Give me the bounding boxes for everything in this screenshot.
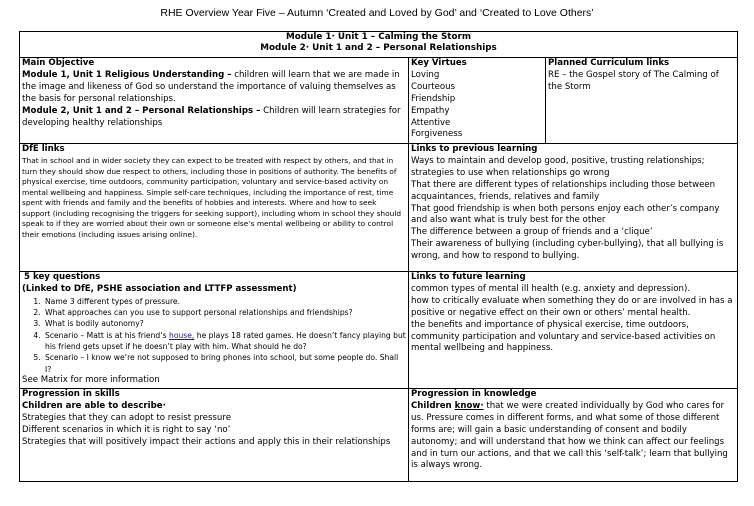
overview-table [19, 31, 738, 482]
questions-row [20, 272, 738, 389]
objective-module-1-label: Module 1, Unit 1 Religious Understanding – [22, 69, 232, 80]
question-item: 2. What approaches can you use to support personal relationships and friendships? [43, 307, 406, 318]
question-item: 1. Name 3 different types of pressure. [43, 296, 406, 307]
curriculum-links-text: RE – the Gospel story of The Calming of the Storm [548, 69, 719, 92]
key-questions-subheading: (Linked to DfE, PSHE association and LTTFP assessment) [22, 283, 297, 294]
module-header-cell [20, 32, 738, 58]
module-header-row [20, 32, 738, 58]
objective-module-1 [22, 70, 406, 106]
virtue-item: Friendship [411, 93, 456, 104]
curriculum-links-cell [546, 58, 738, 144]
virtue-item: Courteous [411, 81, 456, 92]
objective-row [20, 58, 738, 144]
key-questions-heading: 5 key questions [24, 272, 101, 282]
previous-learning-item: That good friendship is when both persons enjoy each other’s company and also want what is truly best for the other [411, 203, 720, 226]
previous-learning-item: The difference between a group of friends and a ‘clique’ [411, 227, 653, 238]
previous-learning-item: Ways to maintain and develop good, positive, trusting relationships; strategies to use when relationships go wrong [411, 155, 705, 178]
question-4-text-a: Scenario – Matt is at his friend’s [45, 330, 170, 340]
dfe-links-heading: DfE links [22, 144, 65, 154]
main-objective-cell [20, 58, 409, 144]
objective-module-2-label: Module 2, Unit 1 and 2 – Personal Relationships – [22, 105, 261, 116]
previous-learning-cell [409, 144, 738, 272]
progression-skills-cell [20, 389, 409, 482]
progression-row [20, 389, 738, 482]
question-4-text-b: he plays 18 rated games. He doesn’t fancy playing but his friend gets upset if he doesn’t play with him. What should he do? [45, 330, 406, 351]
question-item [43, 330, 406, 353]
knowledge-lead: Children [411, 400, 455, 411]
question-item: 3. What is bodily autonomy? [43, 318, 406, 329]
key-questions-cell [20, 272, 409, 389]
objective-module-1-text: children will learn that we are made in the image and likeness of God so understand the importance of valuing themselves as the basis for personal relationships. [22, 69, 400, 104]
curriculum-links-heading: Planned Curriculum links [548, 58, 670, 68]
question-item: 5. Scenario – I know we’re not supposed to bring phones into school, but some people do. Shall I? [43, 352, 406, 375]
virtue-item: Attentive [411, 117, 451, 128]
future-learning-item: how to critically evaluate when something they do or are involved in has a positive or negative effect on their own or others’ mental health. [411, 295, 733, 318]
module-1-title: Module 1· Unit 1 – Calming the Storm [285, 32, 472, 42]
key-virtues-heading: Key Virtues [411, 58, 467, 68]
progression-knowledge-heading: Progression in knowledge [411, 389, 537, 399]
future-learning-item: common types of mental ill health (e.g. anxiety and depression). [411, 283, 691, 294]
virtue-item: Loving [411, 69, 440, 80]
dfe-links-text: That in school and in wider society they can expect to be treated with respect by others, and that in turn they should show due respect to others, including those in positions of authority. The benefits of physical exercise, time outdoors, community participation, voluntary and service-based activity on mental wellbeing and happiness. Simple self-care techniques, including the importance of rest, time spent with friends and family and the benefits of hobbies and interests. Where and how to seek support (including recognising the triggers for seeking support), including whom in school they should speak to if they are worried about their own or someone else’s mental wellbeing or ability to control their emotions (including issues arising online). [22, 155, 402, 240]
knowledge-paragraph [411, 401, 735, 472]
progression-skills-subheading: Children are able to describe· [22, 400, 166, 411]
previous-learning-heading: Links to previous learning [411, 144, 538, 154]
main-objective-heading: Main Objective [22, 58, 95, 68]
key-virtues-cell [409, 58, 546, 144]
dfe-links-cell [20, 144, 409, 272]
knowledge-know: know· [454, 400, 484, 411]
key-questions-list-wrap [22, 296, 406, 375]
skill-item: Different scenarios in which it is right to say ‘no’ [22, 424, 231, 435]
progression-skills-heading: Progression in skills [22, 389, 120, 399]
progression-knowledge-cell [409, 389, 738, 482]
skill-item: Strategies that will positively impact their actions and apply this in their relationships [22, 436, 391, 447]
virtue-item: Forgiveness [411, 129, 463, 140]
future-learning-heading: Links to future learning [411, 272, 526, 282]
question-4-link[interactable]: house, [169, 330, 195, 340]
virtue-item: Empathy [411, 105, 450, 116]
matrix-note: See Matrix for more information [22, 374, 160, 385]
future-learning-item: the benefits and importance of physical exercise, time outdoors, community participation and voluntary and service-based activities on mental wellbeing and happiness. [411, 319, 716, 354]
previous-learning-item: That there are different types of relationships including those between acquaintances, friends, relatives and family [411, 179, 716, 202]
knowledge-text: that we were created individually by God who cares for us. Pressure comes in different forms, and what some of those different forms are; will gain a basic understanding of consent and bodily autonomy; and will understand that how we think can affect our feelings and in turn our actions, and that we call this ‘self-talk’; learn that bullying is always wrong. [411, 400, 728, 471]
objective-module-2 [22, 106, 406, 130]
objective-module-2-text: Children will learn strategies for developing healthy relationships [22, 105, 401, 128]
key-questions-list [43, 296, 406, 375]
dfe-row [20, 144, 738, 272]
previous-learning-item: Their awareness of bullying (including cyber-bullying), that all bullying is wrong, and how to respond to bullying. [411, 239, 724, 262]
skill-item: Strategies that they can adopt to resist pressure [22, 412, 231, 423]
future-learning-cell [409, 272, 738, 389]
document-title: RHE Overview Year Five – Autumn ‘Created and Loved by God’ and ‘Created to Love Others’ [160, 7, 594, 19]
module-2-title: Module 2· Unit 1 and 2 – Personal Relationships [260, 43, 497, 53]
